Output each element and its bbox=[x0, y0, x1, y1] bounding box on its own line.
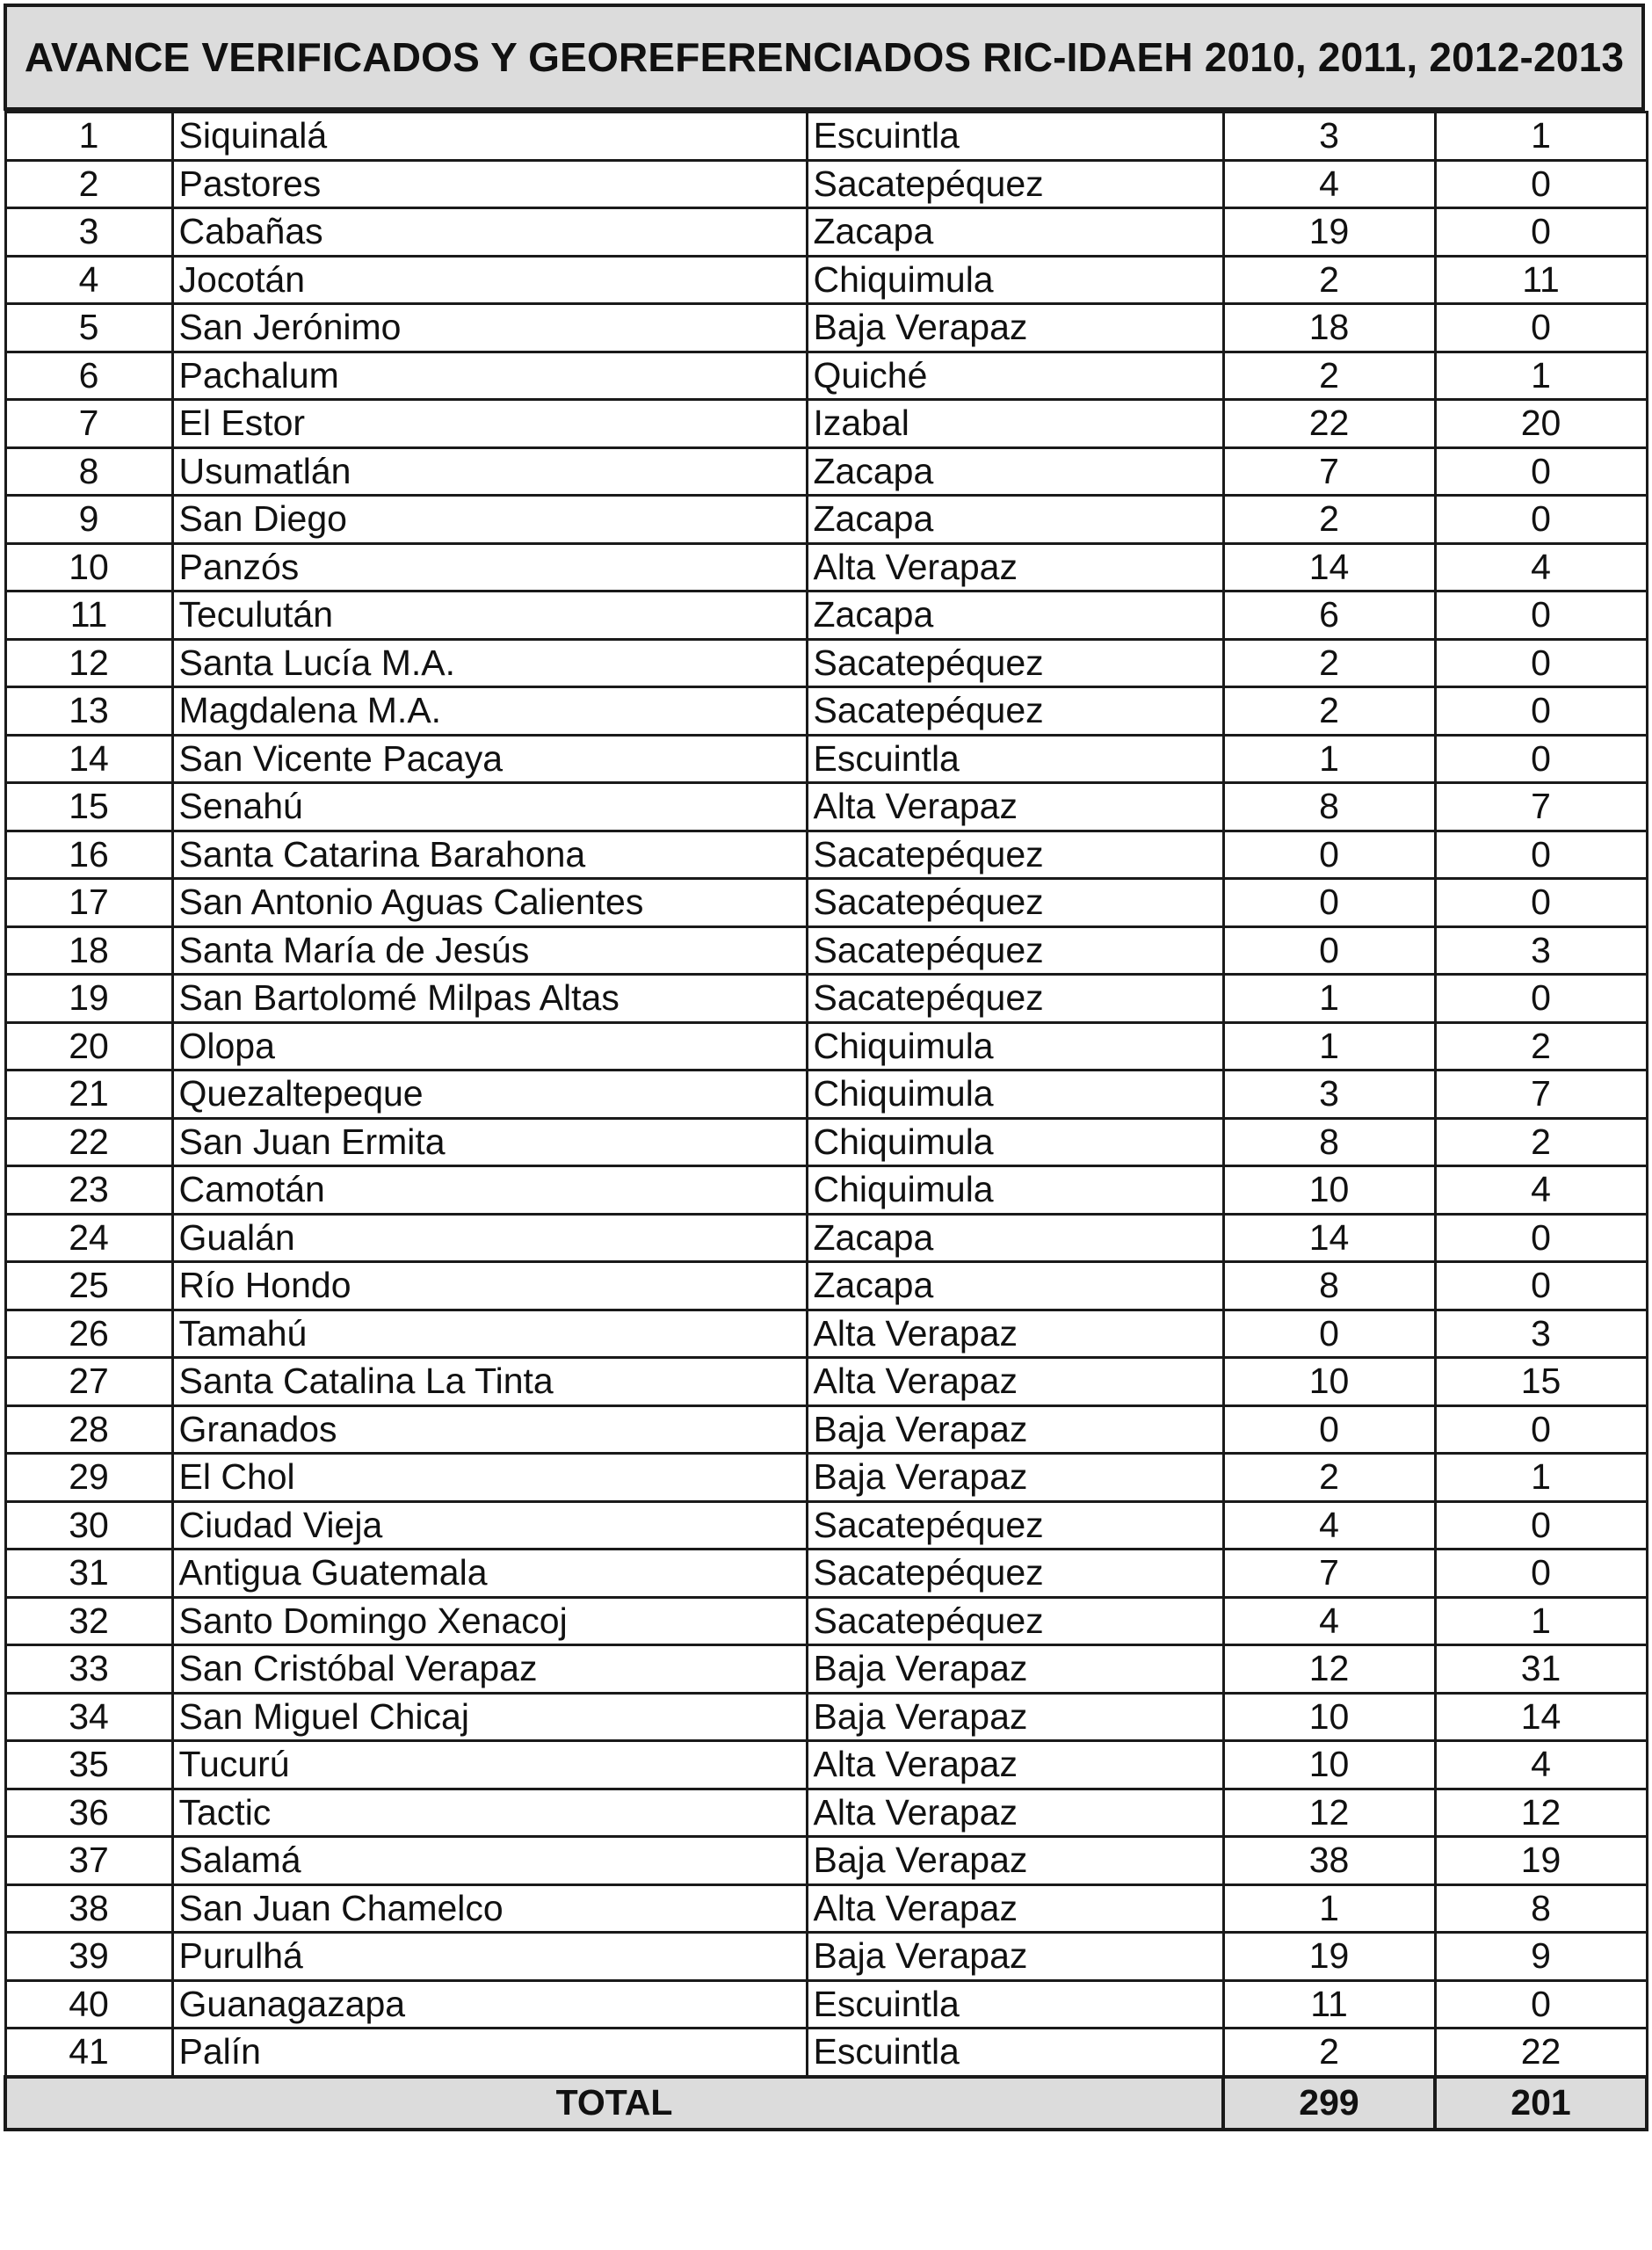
row-number: 34 bbox=[5, 1693, 172, 1741]
municipality-cell: San Miguel Chicaj bbox=[172, 1693, 807, 1741]
municipality-cell: Siquinalá bbox=[172, 112, 807, 161]
municipality-cell: Salamá bbox=[172, 1837, 807, 1885]
municipality-cell: Granados bbox=[172, 1405, 807, 1454]
value-2-cell: 14 bbox=[1435, 1693, 1647, 1741]
value-1-cell: 19 bbox=[1223, 1933, 1435, 1981]
value-2-cell: 8 bbox=[1435, 1884, 1647, 1933]
table-row bbox=[5, 1693, 1647, 1741]
table-row bbox=[5, 1550, 1647, 1598]
municipality-cell: Ciudad Vieja bbox=[172, 1501, 807, 1550]
department-cell: Sacatepéquez bbox=[807, 831, 1223, 879]
value-1-cell: 4 bbox=[1223, 1597, 1435, 1645]
value-1-cell: 8 bbox=[1223, 1262, 1435, 1310]
table-row bbox=[5, 400, 1647, 448]
value-2-cell: 0 bbox=[1435, 879, 1647, 927]
table-row bbox=[5, 1789, 1647, 1837]
total-value-2: 201 bbox=[1435, 2077, 1647, 2130]
value-1-cell: 0 bbox=[1223, 1310, 1435, 1358]
row-number: 16 bbox=[5, 831, 172, 879]
municipality-cell: Panzós bbox=[172, 543, 807, 592]
value-1-cell: 10 bbox=[1223, 1166, 1435, 1215]
row-number: 23 bbox=[5, 1166, 172, 1215]
row-number: 17 bbox=[5, 879, 172, 927]
value-1-cell: 2 bbox=[1223, 352, 1435, 400]
value-1-cell: 7 bbox=[1223, 1550, 1435, 1598]
department-cell: Sacatepéquez bbox=[807, 1597, 1223, 1645]
row-number: 24 bbox=[5, 1214, 172, 1262]
municipality-cell: San Juan Ermita bbox=[172, 1118, 807, 1166]
value-1-cell: 12 bbox=[1223, 1645, 1435, 1694]
value-1-cell: 3 bbox=[1223, 112, 1435, 161]
value-1-cell: 19 bbox=[1223, 208, 1435, 257]
department-cell: Baja Verapaz bbox=[807, 1693, 1223, 1741]
department-cell: Sacatepéquez bbox=[807, 1550, 1223, 1598]
table-row bbox=[5, 2029, 1647, 2077]
value-1-cell: 10 bbox=[1223, 1358, 1435, 1406]
municipality-cell: El Chol bbox=[172, 1454, 807, 1502]
department-cell: Sacatepéquez bbox=[807, 639, 1223, 687]
row-number: 12 bbox=[5, 639, 172, 687]
table-row bbox=[5, 1358, 1647, 1406]
table-row bbox=[5, 831, 1647, 879]
value-2-cell: 2 bbox=[1435, 1118, 1647, 1166]
value-2-cell: 0 bbox=[1435, 735, 1647, 783]
value-2-cell: 12 bbox=[1435, 1789, 1647, 1837]
table-row bbox=[5, 447, 1647, 496]
table-row bbox=[5, 352, 1647, 400]
row-number: 3 bbox=[5, 208, 172, 257]
value-1-cell: 2 bbox=[1223, 687, 1435, 736]
department-cell: Zacapa bbox=[807, 496, 1223, 544]
table-row bbox=[5, 735, 1647, 783]
total-label: TOTAL bbox=[5, 2077, 1223, 2130]
department-cell: Sacatepéquez bbox=[807, 160, 1223, 208]
value-1-cell: 2 bbox=[1223, 1454, 1435, 1502]
municipality-cell: San Cristóbal Verapaz bbox=[172, 1645, 807, 1694]
value-2-cell: 3 bbox=[1435, 1310, 1647, 1358]
municipality-cell: Magdalena M.A. bbox=[172, 687, 807, 736]
table-row bbox=[5, 1071, 1647, 1119]
department-cell: Alta Verapaz bbox=[807, 543, 1223, 592]
value-2-cell: 0 bbox=[1435, 1980, 1647, 2029]
row-number: 39 bbox=[5, 1933, 172, 1981]
municipality-cell: San Antonio Aguas Calientes bbox=[172, 879, 807, 927]
value-1-cell: 22 bbox=[1223, 400, 1435, 448]
value-2-cell: 0 bbox=[1435, 304, 1647, 352]
table-row bbox=[5, 304, 1647, 352]
row-number: 1 bbox=[5, 112, 172, 161]
table-row bbox=[5, 592, 1647, 640]
municipality-cell: Pastores bbox=[172, 160, 807, 208]
department-cell: Escuintla bbox=[807, 735, 1223, 783]
department-cell: Chiquimula bbox=[807, 1022, 1223, 1071]
row-number: 41 bbox=[5, 2029, 172, 2077]
department-cell: Alta Verapaz bbox=[807, 1358, 1223, 1406]
department-cell: Sacatepéquez bbox=[807, 687, 1223, 736]
row-number: 8 bbox=[5, 447, 172, 496]
row-number: 40 bbox=[5, 1980, 172, 2029]
value-2-cell: 0 bbox=[1435, 1405, 1647, 1454]
value-2-cell: 22 bbox=[1435, 2029, 1647, 2077]
value-2-cell: 15 bbox=[1435, 1358, 1647, 1406]
value-2-cell: 0 bbox=[1435, 208, 1647, 257]
value-1-cell: 1 bbox=[1223, 975, 1435, 1023]
row-number: 5 bbox=[5, 304, 172, 352]
row-number: 27 bbox=[5, 1358, 172, 1406]
municipality-cell: Jocotán bbox=[172, 256, 807, 304]
table-row bbox=[5, 1262, 1647, 1310]
row-number: 14 bbox=[5, 735, 172, 783]
department-cell: Baja Verapaz bbox=[807, 1645, 1223, 1694]
value-1-cell: 1 bbox=[1223, 1884, 1435, 1933]
value-1-cell: 8 bbox=[1223, 783, 1435, 831]
value-2-cell: 31 bbox=[1435, 1645, 1647, 1694]
total-row bbox=[5, 2077, 1647, 2130]
department-cell: Alta Verapaz bbox=[807, 1789, 1223, 1837]
municipality-cell: San Jerónimo bbox=[172, 304, 807, 352]
row-number: 2 bbox=[5, 160, 172, 208]
row-number: 30 bbox=[5, 1501, 172, 1550]
department-cell: Baja Verapaz bbox=[807, 1405, 1223, 1454]
value-2-cell: 20 bbox=[1435, 400, 1647, 448]
municipality-cell: San Bartolomé Milpas Altas bbox=[172, 975, 807, 1023]
municipality-table bbox=[4, 111, 1648, 2131]
value-2-cell: 19 bbox=[1435, 1837, 1647, 1885]
municipality-cell: Cabañas bbox=[172, 208, 807, 257]
table-row bbox=[5, 208, 1647, 257]
value-1-cell: 1 bbox=[1223, 735, 1435, 783]
table-row bbox=[5, 1166, 1647, 1215]
value-1-cell: 2 bbox=[1223, 2029, 1435, 2077]
table-body bbox=[5, 112, 1647, 2130]
department-cell: Quiché bbox=[807, 352, 1223, 400]
value-2-cell: 0 bbox=[1435, 1550, 1647, 1598]
value-2-cell: 0 bbox=[1435, 160, 1647, 208]
municipality-cell: Santa Catalina La Tinta bbox=[172, 1358, 807, 1406]
value-2-cell: 0 bbox=[1435, 831, 1647, 879]
row-number: 20 bbox=[5, 1022, 172, 1071]
row-number: 4 bbox=[5, 256, 172, 304]
row-number: 6 bbox=[5, 352, 172, 400]
department-cell: Alta Verapaz bbox=[807, 783, 1223, 831]
value-2-cell: 0 bbox=[1435, 447, 1647, 496]
table-row bbox=[5, 1501, 1647, 1550]
row-number: 7 bbox=[5, 400, 172, 448]
department-cell: Baja Verapaz bbox=[807, 1933, 1223, 1981]
row-number: 37 bbox=[5, 1837, 172, 1885]
table-row bbox=[5, 1645, 1647, 1694]
value-1-cell: 10 bbox=[1223, 1693, 1435, 1741]
row-number: 29 bbox=[5, 1454, 172, 1502]
table-title: AVANCE VERIFICADOS Y GEOREFERENCIADOS RIC-IDAEH 2010, 2011, 2012-2013 bbox=[4, 4, 1645, 111]
value-2-cell: 11 bbox=[1435, 256, 1647, 304]
table-row bbox=[5, 879, 1647, 927]
department-cell: Sacatepéquez bbox=[807, 1501, 1223, 1550]
table-row bbox=[5, 160, 1647, 208]
department-cell: Escuintla bbox=[807, 112, 1223, 161]
department-cell: Sacatepéquez bbox=[807, 975, 1223, 1023]
row-number: 13 bbox=[5, 687, 172, 736]
row-number: 9 bbox=[5, 496, 172, 544]
value-1-cell: 4 bbox=[1223, 160, 1435, 208]
table-row bbox=[5, 926, 1647, 975]
municipality-cell: Senahú bbox=[172, 783, 807, 831]
municipality-cell: Pachalum bbox=[172, 352, 807, 400]
table-row bbox=[5, 1741, 1647, 1789]
municipality-cell: San Diego bbox=[172, 496, 807, 544]
municipality-cell: El Estor bbox=[172, 400, 807, 448]
municipality-cell: Quezaltepeque bbox=[172, 1071, 807, 1119]
department-cell: Alta Verapaz bbox=[807, 1741, 1223, 1789]
value-1-cell: 8 bbox=[1223, 1118, 1435, 1166]
value-1-cell: 0 bbox=[1223, 879, 1435, 927]
row-number: 21 bbox=[5, 1071, 172, 1119]
value-2-cell: 0 bbox=[1435, 1262, 1647, 1310]
value-1-cell: 2 bbox=[1223, 639, 1435, 687]
value-2-cell: 1 bbox=[1435, 1597, 1647, 1645]
value-1-cell: 14 bbox=[1223, 543, 1435, 592]
value-1-cell: 14 bbox=[1223, 1214, 1435, 1262]
value-2-cell: 1 bbox=[1435, 112, 1647, 161]
value-1-cell: 7 bbox=[1223, 447, 1435, 496]
department-cell: Baja Verapaz bbox=[807, 1837, 1223, 1885]
row-number: 38 bbox=[5, 1884, 172, 1933]
department-cell: Izabal bbox=[807, 400, 1223, 448]
table-row bbox=[5, 1837, 1647, 1885]
municipality-cell: Palín bbox=[172, 2029, 807, 2077]
municipality-cell: Guanagazapa bbox=[172, 1980, 807, 2029]
value-1-cell: 6 bbox=[1223, 592, 1435, 640]
row-number: 32 bbox=[5, 1597, 172, 1645]
row-number: 22 bbox=[5, 1118, 172, 1166]
municipality-cell: Camotán bbox=[172, 1166, 807, 1215]
table-row bbox=[5, 1933, 1647, 1981]
table-row bbox=[5, 1454, 1647, 1502]
department-cell: Chiquimula bbox=[807, 1166, 1223, 1215]
value-1-cell: 18 bbox=[1223, 304, 1435, 352]
value-2-cell: 4 bbox=[1435, 1741, 1647, 1789]
row-number: 35 bbox=[5, 1741, 172, 1789]
value-1-cell: 0 bbox=[1223, 926, 1435, 975]
table-row bbox=[5, 975, 1647, 1023]
value-2-cell: 7 bbox=[1435, 783, 1647, 831]
value-1-cell: 2 bbox=[1223, 496, 1435, 544]
municipality-cell: Santa Lucía M.A. bbox=[172, 639, 807, 687]
value-1-cell: 10 bbox=[1223, 1741, 1435, 1789]
value-2-cell: 0 bbox=[1435, 639, 1647, 687]
department-cell: Sacatepéquez bbox=[807, 879, 1223, 927]
row-number: 26 bbox=[5, 1310, 172, 1358]
row-number: 31 bbox=[5, 1550, 172, 1598]
department-cell: Alta Verapaz bbox=[807, 1310, 1223, 1358]
table-row bbox=[5, 1214, 1647, 1262]
municipality-cell: Teculután bbox=[172, 592, 807, 640]
table-row bbox=[5, 543, 1647, 592]
department-cell: Chiquimula bbox=[807, 256, 1223, 304]
table-row bbox=[5, 1022, 1647, 1071]
table-row bbox=[5, 783, 1647, 831]
row-number: 10 bbox=[5, 543, 172, 592]
table-row bbox=[5, 639, 1647, 687]
value-2-cell: 0 bbox=[1435, 975, 1647, 1023]
value-2-cell: 4 bbox=[1435, 543, 1647, 592]
value-2-cell: 0 bbox=[1435, 1501, 1647, 1550]
value-2-cell: 9 bbox=[1435, 1933, 1647, 1981]
value-2-cell: 1 bbox=[1435, 1454, 1647, 1502]
value-2-cell: 0 bbox=[1435, 1214, 1647, 1262]
row-number: 28 bbox=[5, 1405, 172, 1454]
department-cell: Escuintla bbox=[807, 2029, 1223, 2077]
municipality-cell: Purulhá bbox=[172, 1933, 807, 1981]
municipality-cell: Santa María de Jesús bbox=[172, 926, 807, 975]
table-row bbox=[5, 1310, 1647, 1358]
row-number: 36 bbox=[5, 1789, 172, 1837]
municipality-cell: San Juan Chamelco bbox=[172, 1884, 807, 1933]
table-row bbox=[5, 1405, 1647, 1454]
value-1-cell: 12 bbox=[1223, 1789, 1435, 1837]
value-1-cell: 2 bbox=[1223, 256, 1435, 304]
municipality-cell: Antigua Guatemala bbox=[172, 1550, 807, 1598]
department-cell: Chiquimula bbox=[807, 1071, 1223, 1119]
municipality-cell: Usumatlán bbox=[172, 447, 807, 496]
municipality-cell: Santo Domingo Xenacoj bbox=[172, 1597, 807, 1645]
department-cell: Zacapa bbox=[807, 447, 1223, 496]
value-2-cell: 2 bbox=[1435, 1022, 1647, 1071]
row-number: 25 bbox=[5, 1262, 172, 1310]
value-2-cell: 0 bbox=[1435, 687, 1647, 736]
value-2-cell: 0 bbox=[1435, 496, 1647, 544]
table-row bbox=[5, 687, 1647, 736]
value-1-cell: 11 bbox=[1223, 1980, 1435, 2029]
table-row bbox=[5, 1980, 1647, 2029]
value-1-cell: 0 bbox=[1223, 1405, 1435, 1454]
value-2-cell: 7 bbox=[1435, 1071, 1647, 1119]
municipality-cell: Tucurú bbox=[172, 1741, 807, 1789]
row-number: 18 bbox=[5, 926, 172, 975]
department-cell: Zacapa bbox=[807, 1262, 1223, 1310]
municipality-cell: San Vicente Pacaya bbox=[172, 735, 807, 783]
municipality-cell: Tamahú bbox=[172, 1310, 807, 1358]
value-1-cell: 4 bbox=[1223, 1501, 1435, 1550]
value-2-cell: 3 bbox=[1435, 926, 1647, 975]
table-row bbox=[5, 1884, 1647, 1933]
row-number: 11 bbox=[5, 592, 172, 640]
municipality-cell: Tactic bbox=[172, 1789, 807, 1837]
municipality-cell: Santa Catarina Barahona bbox=[172, 831, 807, 879]
department-cell: Zacapa bbox=[807, 592, 1223, 640]
row-number: 19 bbox=[5, 975, 172, 1023]
table-row bbox=[5, 256, 1647, 304]
row-number: 33 bbox=[5, 1645, 172, 1694]
value-1-cell: 3 bbox=[1223, 1071, 1435, 1119]
row-number: 15 bbox=[5, 783, 172, 831]
table-row bbox=[5, 496, 1647, 544]
department-cell: Alta Verapaz bbox=[807, 1884, 1223, 1933]
municipality-cell: Gualán bbox=[172, 1214, 807, 1262]
value-1-cell: 0 bbox=[1223, 831, 1435, 879]
department-cell: Zacapa bbox=[807, 1214, 1223, 1262]
value-2-cell: 1 bbox=[1435, 352, 1647, 400]
table-row bbox=[5, 1597, 1647, 1645]
department-cell: Escuintla bbox=[807, 1980, 1223, 2029]
value-1-cell: 38 bbox=[1223, 1837, 1435, 1885]
value-2-cell: 4 bbox=[1435, 1166, 1647, 1215]
department-cell: Chiquimula bbox=[807, 1118, 1223, 1166]
department-cell: Baja Verapaz bbox=[807, 304, 1223, 352]
table-row bbox=[5, 112, 1647, 161]
department-cell: Sacatepéquez bbox=[807, 926, 1223, 975]
value-1-cell: 1 bbox=[1223, 1022, 1435, 1071]
table-row bbox=[5, 1118, 1647, 1166]
total-value-1: 299 bbox=[1223, 2077, 1435, 2130]
municipality-cell: Olopa bbox=[172, 1022, 807, 1071]
value-2-cell: 0 bbox=[1435, 592, 1647, 640]
department-cell: Zacapa bbox=[807, 208, 1223, 257]
municipality-cell: Río Hondo bbox=[172, 1262, 807, 1310]
department-cell: Baja Verapaz bbox=[807, 1454, 1223, 1502]
